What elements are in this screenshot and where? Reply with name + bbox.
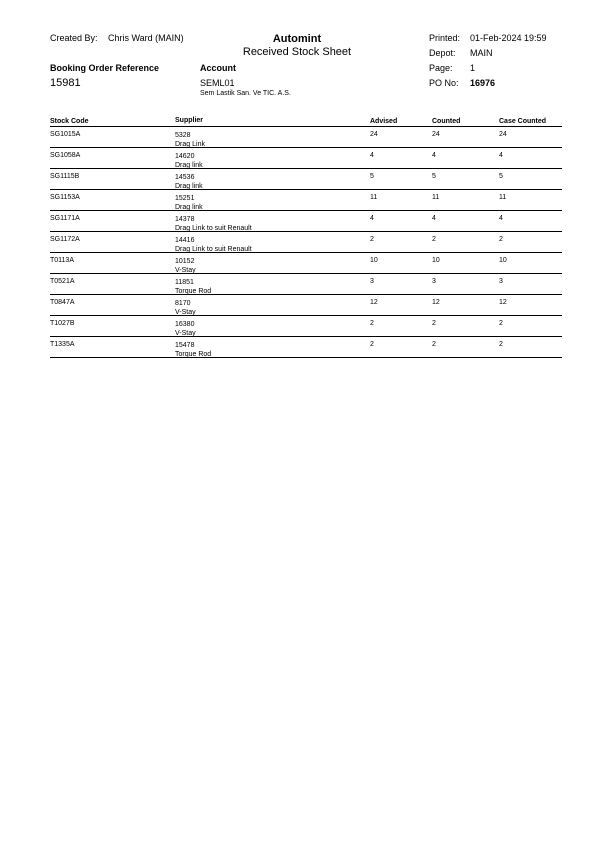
supplier-number: 10152	[175, 258, 195, 265]
supplier-number: 14416	[175, 237, 195, 244]
case-counted-qty: 5	[499, 173, 503, 180]
stock-code: SG1015A	[50, 131, 81, 138]
col-case-counted: Case Counted	[499, 118, 547, 125]
stock-code: T0847A	[50, 299, 75, 306]
advised-qty: 11	[370, 194, 378, 201]
supplier-cell	[175, 341, 370, 357]
col-supplier: Supplier	[175, 117, 204, 124]
table-row	[50, 127, 562, 148]
po-label: PO No:	[429, 78, 459, 88]
created-by-label: Created By:	[50, 33, 98, 43]
advised-qty: 5	[370, 173, 374, 180]
po-value: 16976	[470, 78, 496, 88]
received-stock-table	[50, 114, 562, 358]
case-counted-qty: 2	[499, 341, 503, 348]
counted-qty: 3	[432, 278, 436, 285]
item-description: Drag link	[175, 162, 203, 169]
counted-qty: 4	[432, 215, 436, 222]
table-row	[50, 274, 562, 295]
company-name: Automint	[272, 33, 322, 45]
account-name: Sem Lastik San. Ve TIC. A.S.	[200, 90, 291, 97]
table-row	[50, 211, 562, 232]
supplier-cell	[175, 236, 370, 252]
case-counted-qty: 10	[499, 257, 507, 264]
booking-ref-label: Booking Order Reference	[50, 63, 160, 73]
advised-qty: 2	[370, 341, 374, 348]
counted-qty: 2	[432, 341, 436, 348]
advised-qty: 24	[370, 131, 378, 138]
stock-code: SG1172A	[50, 236, 80, 243]
supplier-cell	[175, 131, 370, 147]
counted-qty: 5	[432, 173, 436, 180]
account-label: Account	[200, 63, 236, 73]
item-description: Drag Link to suit Renault	[175, 225, 252, 232]
case-counted-qty: 2	[499, 320, 503, 327]
sheet-title: Received Stock Sheet	[242, 46, 352, 58]
advised-qty: 2	[370, 236, 374, 243]
supplier-cell	[175, 299, 370, 315]
case-counted-qty: 4	[499, 152, 503, 159]
item-description: Torque Rod	[175, 288, 212, 295]
stock-code: SG1171A	[50, 215, 80, 222]
item-description: Drag link	[175, 183, 203, 190]
case-counted-qty: 4	[499, 215, 503, 222]
case-counted-qty: 24	[499, 131, 507, 138]
supplier-number: 14378	[175, 216, 195, 223]
table-row	[50, 316, 562, 337]
col-stock-code: Stock Code	[50, 118, 89, 125]
case-counted-qty: 11	[499, 194, 507, 201]
booking-ref-value: 15981	[50, 77, 81, 89]
counted-qty: 12	[432, 299, 440, 306]
printed-value: 01-Feb-2024 19:59	[470, 33, 547, 43]
item-description: Torque Rod	[175, 351, 212, 358]
item-description: V-Stay	[175, 267, 196, 274]
account-code: SEML01	[200, 78, 235, 88]
depot-label: Depot:	[429, 48, 456, 58]
page-value: 1	[470, 63, 476, 73]
supplier-cell	[175, 320, 370, 336]
advised-qty: 12	[370, 299, 378, 306]
supplier-number: 14620	[175, 153, 195, 160]
item-description: Drag Link to suit Renault	[175, 246, 252, 253]
depot-value: MAIN	[470, 48, 493, 58]
table-header	[50, 114, 562, 127]
counted-qty: 2	[432, 320, 436, 327]
col-advised: Advised	[370, 118, 398, 125]
supplier-number: 14536	[175, 174, 195, 181]
case-counted-qty: 12	[499, 299, 507, 306]
stock-code: SG1153A	[50, 194, 80, 201]
supplier-cell	[175, 173, 370, 189]
counted-qty: 2	[432, 236, 436, 243]
counted-qty: 11	[432, 194, 440, 201]
supplier-number: 15478	[175, 342, 195, 349]
table-row	[50, 253, 562, 274]
stock-code: SG1115B	[50, 173, 80, 180]
stock-code: T1027B	[50, 320, 75, 327]
supplier-cell	[175, 257, 370, 273]
item-description: Drag link	[175, 204, 203, 211]
printed-label: Printed:	[429, 33, 461, 43]
table-row	[50, 190, 562, 211]
supplier-cell	[175, 215, 370, 231]
item-description: V-Stay	[175, 330, 196, 337]
created-by-value: Chris Ward (MAIN)	[108, 33, 184, 43]
case-counted-qty: 2	[499, 236, 503, 243]
table-row	[50, 295, 562, 316]
counted-qty: 10	[432, 257, 440, 264]
counted-qty: 4	[432, 152, 436, 159]
supplier-number: 5328	[175, 132, 191, 139]
supplier-cell	[175, 152, 370, 168]
advised-qty: 4	[370, 215, 374, 222]
stock-code: SG1058A	[50, 152, 81, 159]
item-description: V-Stay	[175, 309, 196, 316]
advised-qty: 3	[370, 278, 374, 285]
table-row	[50, 232, 562, 253]
supplier-number: 11851	[175, 279, 194, 286]
table-row	[50, 169, 562, 190]
advised-qty: 2	[370, 320, 374, 327]
table-row	[50, 337, 562, 358]
stock-code: T1335A	[50, 341, 75, 348]
case-counted-qty: 3	[499, 278, 503, 285]
supplier-number: 15251	[175, 195, 195, 202]
advised-qty: 10	[370, 257, 378, 264]
supplier-cell	[175, 278, 370, 294]
supplier-number: 16380	[175, 321, 195, 328]
supplier-number: 8170	[175, 300, 191, 307]
counted-qty: 24	[432, 131, 440, 138]
col-counted: Counted	[432, 118, 461, 125]
stock-code: T0113A	[50, 257, 74, 264]
item-description: Drag Link	[175, 141, 205, 148]
page-label: Page:	[429, 63, 453, 73]
stock-code: T0521A	[50, 278, 75, 285]
supplier-cell	[175, 194, 370, 210]
advised-qty: 4	[370, 152, 374, 159]
table-row	[50, 148, 562, 169]
